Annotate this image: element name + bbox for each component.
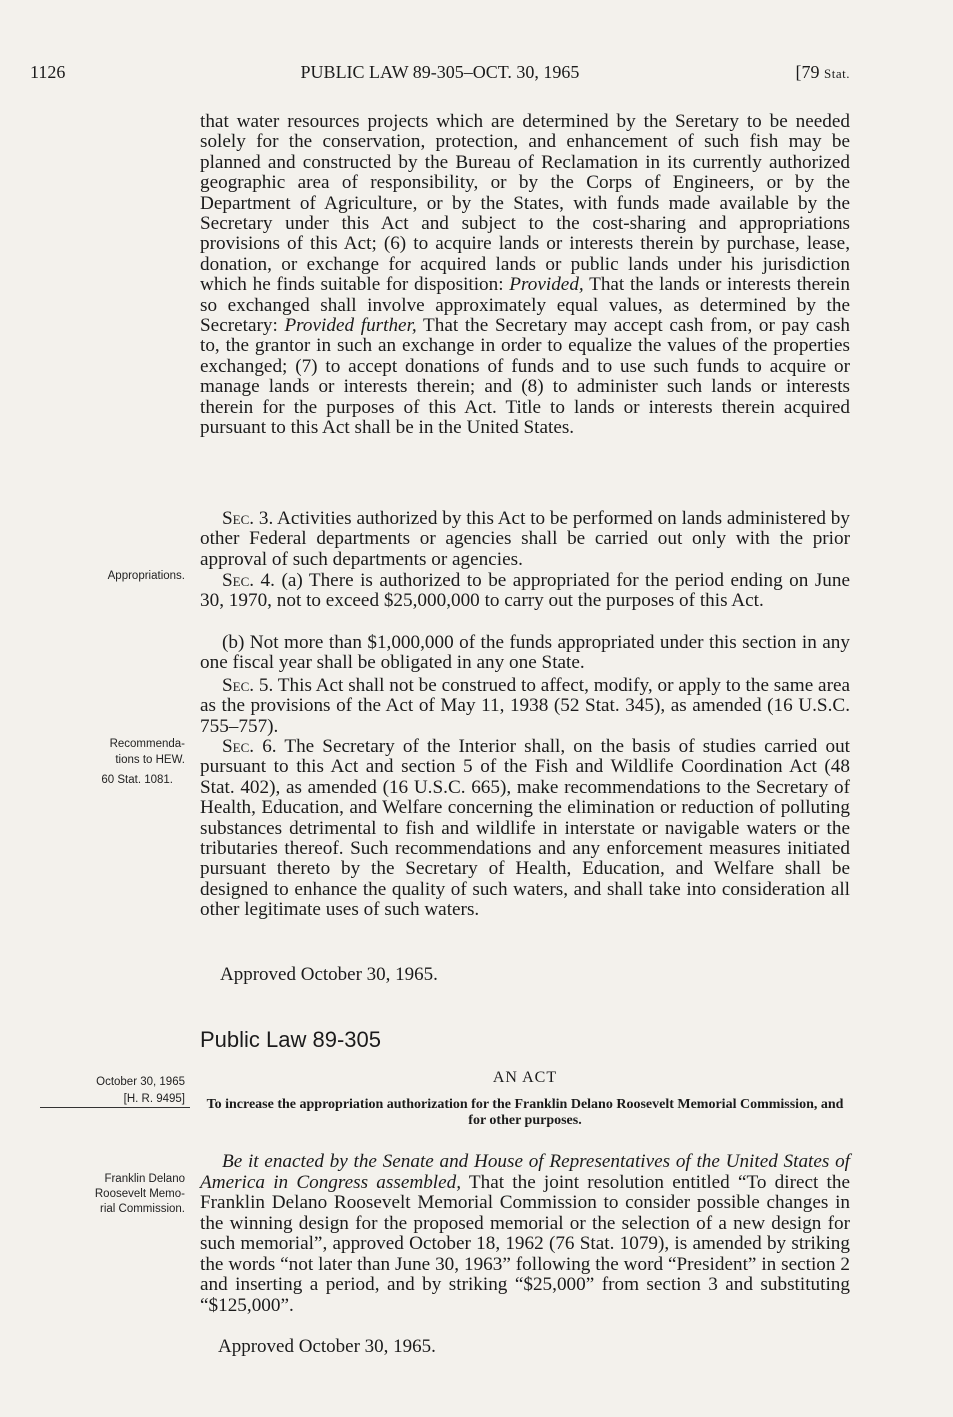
paragraph-text: That the lands or interests therein so exchanged shall involve approximately equal values, as determined by the Secretary:	[200, 274, 850, 337]
paragraph-text: that water resources projects which are determined by the Seretary to be needed solely for the conservation, protection, and enhancement of such fish may be planned and constructed by the Bureau of Reclamation in its currently authorized geographic area of responsibility, or by the Corps of Engineers, or by the Department of Agriculture, or by the States, with funds made available by the Secretary under this Act and subject to the cost-sharing and appropriations provisions of this Act; (6) to acquire lands or interests therein by purchase, lease, donation, or exchange for acquired lands or public lands under his jurisdiction which he finds suitable for disposition:	[200, 111, 850, 296]
section-text: (b) Not more than $1,000,000 of the funds appropriated under this section in any one fiscal year shall be obligated in any one State.	[200, 632, 850, 674]
body-paragraph-continued	[200, 112, 850, 439]
margin-note-line: 60 Stat. 1081.	[101, 774, 173, 786]
margin-note-line: tions to HEW.	[115, 754, 185, 766]
margin-note-line: Franklin Delano	[104, 1173, 185, 1185]
enacting-clause: Be it enacted by the Senate and House of Representatives of the United States of America in Congress assembled,	[200, 1151, 850, 1193]
enacting-paragraph	[200, 1152, 850, 1316]
section-text: Activities authorized by this Act to be performed on lands administered by other Federal departments or agencies shall be carried out only with the prior approval of such departments or agencies.	[200, 508, 850, 570]
section-4b	[200, 633, 850, 674]
page-header	[30, 62, 850, 92]
section-label: Sec. 5.	[222, 675, 274, 696]
margin-note-line: October 30, 1965	[96, 1076, 185, 1088]
running-title: PUBLIC LAW 89-305–OCT. 30, 1965	[300, 62, 580, 82]
section-label: Sec. 6.	[222, 736, 277, 757]
statute-label: Stat.	[824, 66, 850, 81]
section-text: (a) There is authorized to be appropriated for the period ending on June 30, 1970, not to exceed $25,000,000 to carry out the purposes of this Act.	[200, 570, 850, 612]
paragraph-text: That the joint resolution entitled “To direct the Franklin Delano Roosevelt Memorial Commission to consider possible changes in the winning design for the proposed memorial or the selection of a new design for such memorial”, approved October 18, 1962 (76 Stat. 1079), is amended by striking the words “not later than June 30, 1963” following the word “President” in section 2 and inserting a period, and by striking “$25,000” from section 3 and substituting “$125,000”.	[200, 1171, 850, 1316]
margin-note-line: rial Commission.	[100, 1203, 185, 1215]
section-5	[200, 676, 850, 737]
margin-note-fdr	[40, 1172, 185, 1217]
section-label: Sec. 3.	[222, 508, 274, 529]
divider-rule	[40, 1107, 190, 1108]
an-act-heading: AN ACT	[492, 1069, 558, 1086]
statute-volume	[796, 62, 850, 83]
act-purpose: To increase the appropriation authorization for the Franklin Delano Roosevelt Memorial Commission, and for other purposes.	[206, 1097, 844, 1128]
proviso-label: Provided further,	[284, 315, 417, 337]
proviso-label: Provided,	[509, 274, 584, 296]
approval-date-2: Approved October 30, 1965.	[218, 1336, 436, 1357]
statute-volume-number: [79	[795, 62, 820, 82]
section-label: Sec. 4.	[222, 570, 275, 591]
section-4a	[200, 571, 850, 612]
section-text: The Secretary of the Interior shall, on the basis of studies carried out pursuant to this Act and section 5 of the Fish and Wildlife Coordination Act (48 Stat. 402), as amended (16 U.S.C. 665), make recommendations to the Secretary of Health, Education, and Welfare concerning the elimination or reduction of polluting substances detrimental to fish and wildlife in interstate or navigable waters or the tributaries thereof. Such recommendations and any enforcement measures initiated pursuant thereto by the Secretary of Health, Education, and Welfare shall be designed to enhance the quality of such waters, and shall take into consideration all other legitimate uses of such waters.	[200, 736, 850, 921]
paragraph-text: That the Secretary may accept cash from, or pay cash to, the grantor in such an exchange in order to equalize the values of the properties exchanged; (7) to accept donations of funds and to use such funds to acquire or manage lands or interests therein; and (8) to administer such lands or interests therein for the purposes of this Act. Title to lands or interests therein acquired pursuant to this Act shall be in the United States.	[200, 315, 851, 439]
public-law-title: Public Law 89-305	[200, 1027, 382, 1052]
section-text: This Act shall not be construed to affect, modify, or apply to the same area as the provisions of the Act of May 11, 1938 (52 Stat. 345), as amended (16 U.S.C. 755–757).	[200, 675, 850, 737]
margin-note-line: Recommenda-	[109, 738, 185, 750]
page-number: 1126	[30, 62, 66, 82]
approval-date: Approved October 30, 1965.	[220, 964, 438, 985]
margin-note-line: Roosevelt Memo-	[94, 1188, 185, 1200]
margin-note-appropriations: Appropriations.	[107, 570, 185, 582]
margin-note-date	[40, 1074, 185, 1108]
margin-note-line: [H. R. 9495]	[123, 1093, 185, 1105]
margin-note-recommendations	[40, 736, 185, 788]
section-6	[200, 737, 850, 921]
section-3	[200, 509, 850, 570]
